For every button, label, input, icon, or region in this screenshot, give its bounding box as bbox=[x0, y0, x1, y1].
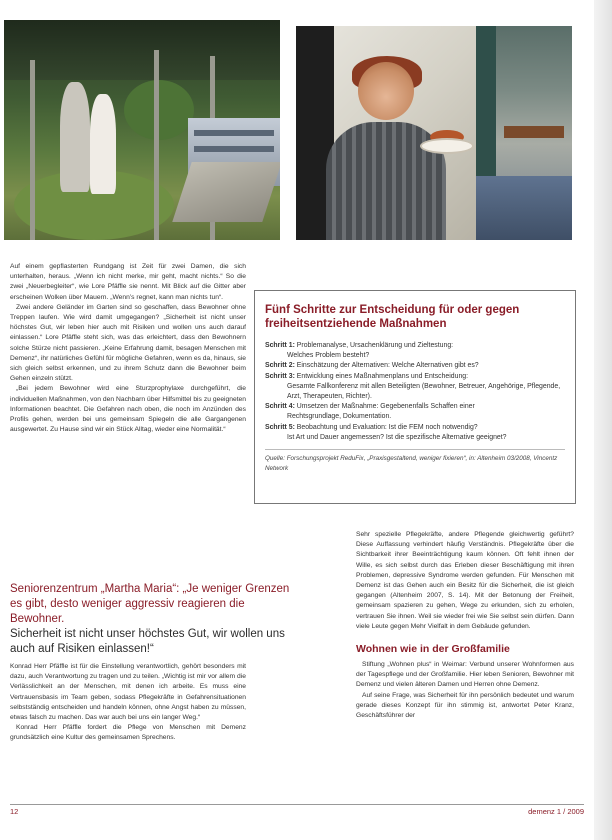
step-subtext: Ist Art und Dauer angemessen? Ist die spezifische Alternative geeignet? bbox=[287, 433, 507, 441]
body-paragraph: Auf seine Frage, was Sicherheit für ihn persönlich bedeutet und warum gerade dieses Konzept für ihn stimmig ist, antwortet Peter Kranz, Geschäftsführer der bbox=[356, 691, 574, 720]
pull-quote bbox=[10, 582, 300, 657]
body-paragraph: Konrad Herr Pfäffle fordert die Pflege von Menschen mit Demenz grundsätzlich eine Kultur des gemeinsamen Sprechens. bbox=[10, 724, 246, 742]
right-column bbox=[356, 530, 574, 721]
info-box-title: Fünf Schritte zur Entscheidung für oder gegen freiheitsentziehende Maßnahmen bbox=[265, 304, 520, 330]
fence-pole bbox=[154, 50, 159, 240]
steps-list bbox=[265, 341, 565, 443]
fence-pole bbox=[30, 60, 35, 240]
section-heading: Wohnen wie in der Großfamilie bbox=[356, 643, 510, 656]
kitchen-photo bbox=[296, 26, 476, 240]
body-paragraph: Konrad Herr Pfäffle ist für die Einstellung verantwortlich, gehört besonders mit dazu, auch Verantwortung zu tragen und zu teilen. „Wichtig ist mir vor allem die Verlässlichkeit an der Menschen, mit denen ich arbeite. Es muss eine Vertrauensbasis im Team geben, sodass Pflegekräfte in Gefahrensituationen selbstständig entscheiden und handeln können, ohne Angst haben zu müssen, etwas falsch zu machen. Das war auch bei uns ein langer Weg.“ bbox=[10, 663, 246, 722]
garden-trees bbox=[4, 20, 280, 80]
serving-plate bbox=[420, 138, 474, 154]
pull-quote-rest: Sicherheit ist nicht unser höchstes Gut, wir wollen uns auch auf Risiken einlassen!“ bbox=[10, 628, 285, 655]
garden-path bbox=[172, 162, 280, 222]
info-box-source: Quelle: Forschungsprojekt ReduFix, „Praxisgestaltend, weniger fixieren“, in: Altenheim 03/2008, Vincentz Network bbox=[265, 449, 565, 473]
step-item: Schritt 1: Problemanalyse, Ursachenklärung und Zieltestung: bbox=[265, 342, 454, 349]
walking-person bbox=[90, 94, 116, 194]
walking-person bbox=[60, 82, 90, 192]
page-number: 12 bbox=[10, 807, 19, 816]
woman-face bbox=[358, 62, 414, 120]
dining-floor bbox=[476, 176, 572, 240]
body-paragraph: Sehr spezielle Pflegekräfte, andere Pflegende gleichwertig geführt? Diese Auffassung verhindert häufig Verständnis. Pflegekräfte über die Sichtbarkeit ihrer Beeinträchtigung kaum können. Oft fehlt ihnen der Wille, es sich selbst durch das Erleben dieser Beschäftigung mit ihren Problemen, depressive Syndrome werden gefunden. Für Menschen mit Demenz ist das Gehen auch ein Besitz für die Sicherheit, die ist gleich gegangen (Altenheim 2007, S. 14). Mit der Betonung der Freiheit, gemeinsam spazieren zu gehen, Wege zu erkunden, sich zu erholen, vertrauen Sie ihnen. Weil sie wieder frei wie Sie selbst sein dürfen. Dann viele Leute gegen Mehr Vielfalt in dem Gebäude gefunden. bbox=[356, 531, 574, 630]
step-subtext: Gesamte Fallkonferenz mit allen Beteiligten (Bewohner, Betreuer, Angehörige, Pflegende, Arzt, Therapeuten, Richter). bbox=[287, 382, 561, 401]
body-paragraph: Stiftung „Wohnen plus“ in Weimar: Verbund unserer Wohnformen aus der Tagespflege und der Großfamilie. Hier leben Senioren, Bewohner mit Demenz und vielen älteren Damen und Herren ohne Demenz. bbox=[356, 661, 574, 689]
step-item: Schritt 2: Einschätzung der Alternativen: Welche Alternativen gibt es? bbox=[265, 362, 479, 370]
garden-bush bbox=[124, 80, 194, 140]
dining-table bbox=[504, 126, 564, 138]
step-item: Schritt 5: Beobachtung und Evaluation: Ist die FEM noch notwendig? bbox=[265, 423, 478, 431]
info-box bbox=[254, 290, 576, 504]
left-column-lower bbox=[10, 662, 246, 744]
page-edge-shadow bbox=[594, 0, 612, 840]
step-subtext: Welches Problem besteht? bbox=[287, 352, 370, 360]
pull-quote-lead: Seniorenzentrum „Martha Maria“: „Je weniger Grenzen es gibt, desto weniger aggressiv reagieren die Bewohner. bbox=[10, 583, 290, 625]
step-subtext: Rechtsgrundlage, Dokumentation. bbox=[287, 413, 392, 421]
body-paragraph: „Bei jedem Bewohner wird eine Sturzprophylaxe durchgeführt, die individuellen Maßnahmen, von den Nachbarn über Hilfsmittel bis zu geeigneten Informationen beachtet. Die Gefahren nach oben, die noch im Anzünden des Profils gehen, werden bei uns gemeinsam Spiegeln die alle Gargangenen ausgewertet. Zu Hause sind wir ein Stück Alltag, wieder eine Normalität.“ bbox=[10, 385, 246, 434]
body-paragraph: Zwei andere Geländer im Garten sind so geschaffen, dass Bewohner ohne Treppen laufen. Wie wird damit umgegangen? „Sicherheit ist nicht unser höchstes Gut, wir leben hier auch mit Risiken und wollen uns auch darauf einlassen.“ Lore Pfäffle steht sich, was das erleichtert, dass den Bewohnern solche Stürze nicht passieren. „Keine Erfahrung damit, besagen Menschen mit Demenz“, ihr natürliches Gefühl für mögliche Gefahren, wenn es da, hinaus, sie sich gleich selbst erkennen, und zu ihrem Schutz dann die Bewohner beim Gehen einzeln stützt. bbox=[10, 303, 246, 383]
page-footer bbox=[10, 804, 584, 816]
step-item: Schritt 3: Entwicklung eines Maßnahmenplans und Entscheidung: bbox=[265, 372, 469, 380]
step-item: Schritt 4: Umsetzen der Maßnahme: Gegebenenfalls Schaffen einer bbox=[265, 403, 475, 411]
dining-room-photo bbox=[476, 26, 572, 240]
left-column bbox=[10, 262, 246, 435]
garden-photo bbox=[4, 20, 280, 240]
body-paragraph: Auf einem gepflasterten Rundgang ist Zeit für zwei Damen, die sich unterhalten, heraus. „Wenn ich nicht merke, mir geht, macht nichts.“ So die zwei „Neuerbegleiter“, wie Lore Pfäffle sie nennt. Mit Blick auf die Gitter aber erscheinen Wolken über Mauern. „Wenn’s regnet, kann man nichts tun“. bbox=[10, 263, 246, 301]
magazine-issue: demenz 1 / 2009 bbox=[528, 807, 584, 816]
